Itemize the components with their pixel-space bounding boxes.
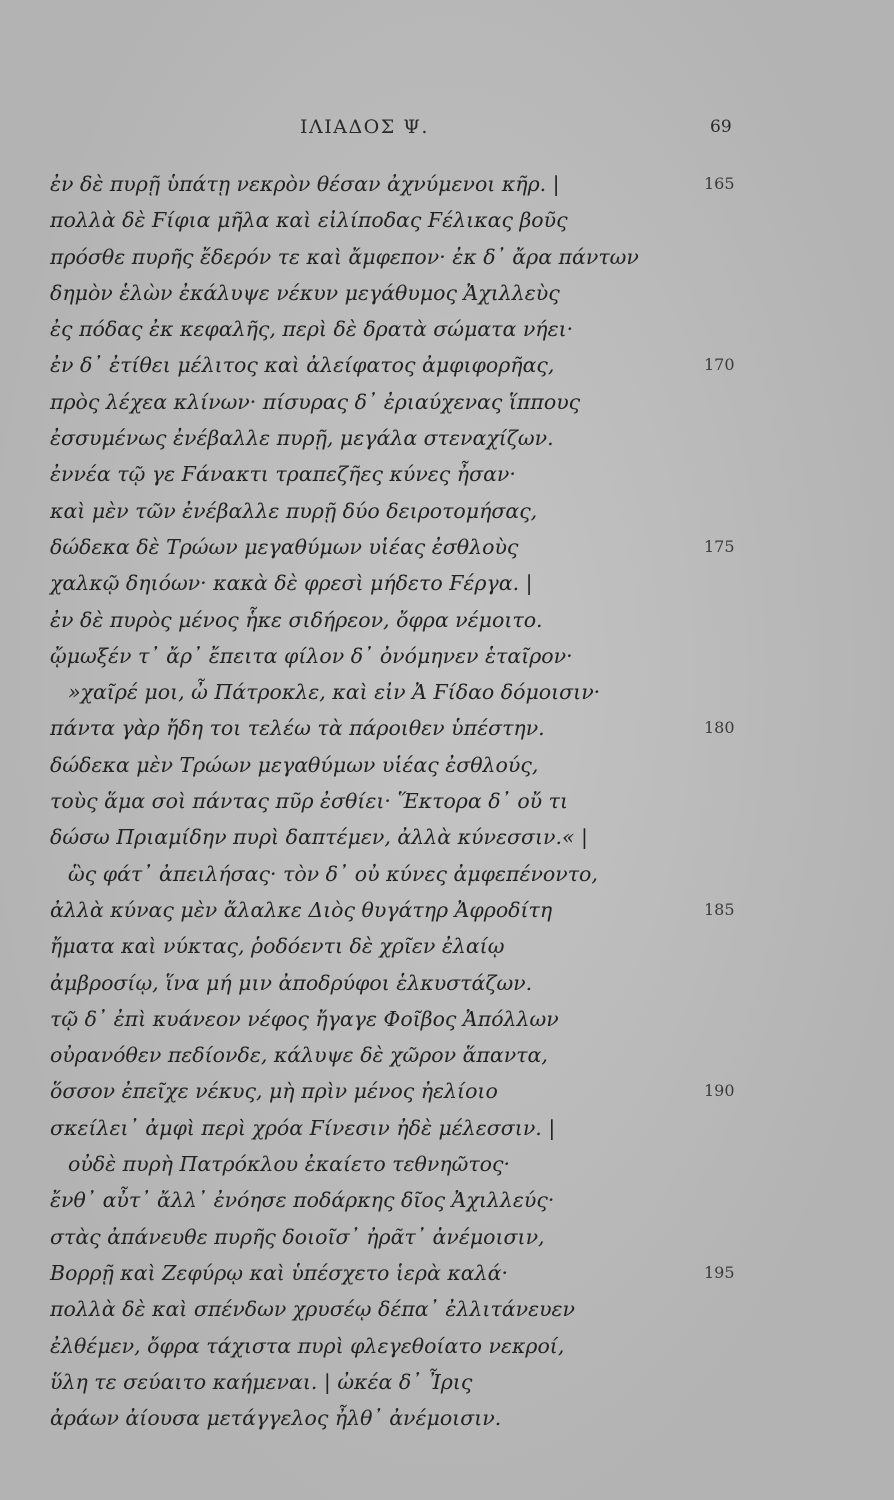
verse-text: ἀμβροσίῳ, ἵνα μή μιν ἀποδρύφοι ἑλκυστάζων. bbox=[50, 970, 533, 995]
verse-line bbox=[50, 239, 750, 275]
verse-text: πρὸς λέχεα κλίνων· πίσυρας δ᾽ ἐριαύχενας ἵππους bbox=[50, 389, 581, 414]
verse-line bbox=[50, 529, 750, 565]
page-number: 69 bbox=[710, 117, 732, 137]
verse-line bbox=[50, 384, 750, 420]
verse-line bbox=[50, 311, 750, 347]
verse-text: ἐν δ᾽ ἐτίθει μέλιτος καὶ ἀλείφατος ἀμφιφορῆας, bbox=[50, 353, 555, 378]
verse-line bbox=[50, 166, 750, 202]
verse-line bbox=[50, 1291, 750, 1327]
verse-line bbox=[50, 928, 750, 964]
verse-line bbox=[50, 819, 750, 855]
verse-line bbox=[50, 1400, 750, 1436]
verse-text: ἐλθέμεν, ὄφρα τάχιστα πυρὶ φλεγεθοίατο νεκροί, bbox=[50, 1333, 565, 1358]
verse-line bbox=[50, 1219, 750, 1255]
verse-line bbox=[50, 565, 750, 601]
verse-text: ἐς πόδας ἐκ κεφαλῆς, περὶ δὲ δρατὰ σώματα νήει· bbox=[50, 317, 574, 342]
line-number: 165 bbox=[704, 174, 735, 193]
verse-line bbox=[50, 275, 750, 311]
verse-line bbox=[50, 892, 750, 928]
verse-text: ἤματα καὶ νύκτας, ῥοδόεντι δὲ χρῖεν ἐλαίῳ bbox=[50, 934, 505, 959]
verse-line bbox=[50, 1110, 750, 1146]
verse-block bbox=[50, 166, 750, 1436]
verse-line bbox=[50, 456, 750, 492]
line-number: 195 bbox=[704, 1262, 735, 1282]
line-number: 185 bbox=[704, 899, 735, 919]
verse-text: ἔνθ᾽ αὖτ᾽ ἄλλ᾽ ἐνόησε ποδάρκης δῖος Ἀχιλλεύς· bbox=[50, 1188, 555, 1213]
verse-text: πολλὰ δὲ Ϝίφια μῆλα καὶ εἰλίποδας Ϝέλικας βοῦς bbox=[50, 208, 568, 233]
verse-text: δημὸν ἑλὼν ἐκάλυψε νέκυν μεγάθυμος Ἀχιλλεὺς bbox=[50, 280, 560, 305]
verse-text: πολλὰ δὲ καὶ σπένδων χρυσέῳ δέπα᾽ ἐλλιτάνευεν bbox=[50, 1297, 576, 1322]
verse-text: τῷ δ᾽ ἐπὶ κυάνεον νέφος ἤγαγε Φοῖβος Ἀπόλλων bbox=[50, 1006, 559, 1031]
verse-line bbox=[50, 638, 750, 674]
verse-line bbox=[50, 1182, 750, 1218]
verse-text: »χαῖρέ μοι, ὦ Πάτροκλε, καὶ εἰν Ἀ Ϝίδαο δόμοισιν· bbox=[68, 680, 601, 705]
verse-text: δώδεκα μὲν Τρώων μεγαθύμων υἱέας ἐσθλούς, bbox=[50, 752, 539, 777]
verse-text: ἀράων ἀίουσα μετάγγελος ἦλθ᾽ ἀνέμοισιν. bbox=[50, 1406, 502, 1431]
verse-text: πάντα γὰρ ἤδη τοι τελέω τὰ πάροιθεν ὑπέστην. bbox=[50, 716, 545, 741]
line-number: 170 bbox=[704, 355, 735, 375]
verse-text: πρόσθε πυρῆς ἔδερόν τε καὶ ἄμφεπον· ἐκ δ᾽ ἄρα πάντων bbox=[50, 244, 639, 269]
verse-text: ᾤμωξέν τ᾽ ἄρ᾽ ἔπειτα φίλον δ᾽ ὀνόμηνεν ἑταῖρον· bbox=[50, 643, 573, 668]
verse-line bbox=[50, 1001, 750, 1037]
verse-text: δώσω Πριαμίδην πυρὶ δαπτέμεν, ἀλλὰ κύνεσσιν.« | bbox=[50, 825, 588, 850]
verse-line bbox=[50, 674, 750, 710]
verse-text: οὐδὲ πυρὴ Πατρόκλου ἐκαίετο τεθνηῶτος· bbox=[68, 1152, 511, 1177]
verse-line bbox=[50, 1146, 750, 1182]
verse-line bbox=[50, 965, 750, 1001]
line-number: 180 bbox=[704, 718, 735, 738]
verse-line bbox=[50, 1255, 750, 1291]
verse-text: χαλκῷ δηιόων· κακὰ δὲ φρεσὶ μήδετο Ϝέργα. | bbox=[50, 571, 533, 596]
line-number: 190 bbox=[704, 1081, 735, 1101]
verse-text: ἐν δὲ πυρὸς μένος ἧκε σιδήρεον, ὄφρα νέμοιτο. bbox=[50, 607, 543, 632]
running-title: ΙΛΙΑΔΟΣ Ψ. bbox=[300, 116, 429, 138]
verse-line bbox=[50, 1328, 750, 1364]
verse-line bbox=[50, 747, 750, 783]
verse-text: σκείλει᾽ ἀμφὶ περὶ χρόα Ϝίνεσιν ἠδὲ μέλεσσιν. | bbox=[50, 1115, 556, 1140]
verse-line bbox=[50, 493, 750, 529]
verse-line bbox=[50, 347, 750, 383]
verse-line bbox=[50, 856, 750, 892]
verse-line bbox=[50, 783, 750, 819]
line-number: 175 bbox=[704, 536, 735, 556]
verse-line bbox=[50, 1037, 750, 1073]
verse-text: καὶ μὲν τῶν ἐνέβαλλε πυρῇ δύο δειροτομήσας, bbox=[50, 498, 538, 523]
verse-text: τοὺς ἅμα σοὶ πάντας πῦρ ἐσθίει· Ἕκτορα δ᾽ οὔ τι bbox=[50, 789, 569, 814]
verse-line bbox=[50, 1364, 750, 1400]
verse-text: Βορρῇ καὶ Ζεφύρῳ καὶ ὑπέσχετο ἱερὰ καλά· bbox=[50, 1260, 508, 1285]
verse-line bbox=[50, 420, 750, 456]
verse-line bbox=[50, 710, 750, 746]
verse-text: δώδεκα δὲ Τρώων μεγαθύμων υἱέας ἐσθλοὺς bbox=[50, 534, 519, 559]
page-header bbox=[0, 116, 894, 146]
verse-text: ἀλλὰ κύνας μὲν ἄλαλκε Διὸς θυγάτηρ Ἀφροδίτη bbox=[50, 897, 553, 922]
verse-line bbox=[50, 202, 750, 238]
verse-text: ἐν δὲ πυρῇ ὑπάτῃ νεκρὸν θέσαν ἀχνύμενοι κῆρ. | bbox=[50, 172, 560, 196]
verse-text: ὣς φάτ᾽ ἀπειλήσας· τὸν δ᾽ οὐ κύνες ἀμφεπένοντο, bbox=[68, 861, 598, 886]
verse-text: ὕλη τε σεύαιτο καήμεναι. | ὠκέα δ᾽ Ἶρις bbox=[50, 1369, 473, 1394]
verse-line bbox=[50, 1073, 750, 1109]
verse-text: ἐσσυμένως ἐνέβαλλε πυρῇ, μεγάλα στεναχίζων. bbox=[50, 426, 554, 451]
verse-text: οὐρανόθεν πεδίονδε, κάλυψε δὲ χῶρον ἅπαντα, bbox=[50, 1043, 548, 1068]
verse-text: ἐννέα τῷ γε Ϝάνακτι τραπεζῆες κύνες ἦσαν· bbox=[50, 462, 516, 487]
verse-line bbox=[50, 602, 750, 638]
verse-text: ὅσσον ἐπεῖχε νέκυς, μὴ πρὶν μένος ἠελίοιο bbox=[50, 1079, 498, 1104]
verse-text: στὰς ἀπάνευθε πυρῆς δοιοῖσ᾽ ἠρᾶτ᾽ ἀνέμοισιν, bbox=[50, 1224, 545, 1249]
